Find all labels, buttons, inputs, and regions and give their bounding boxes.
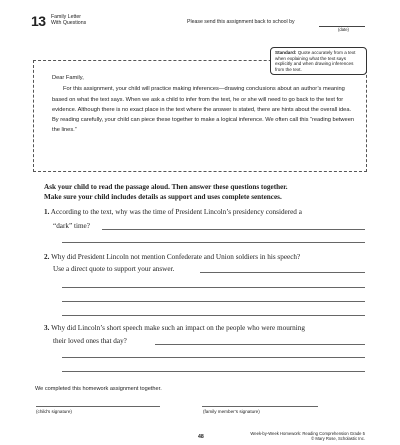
question-2 (44, 253, 300, 261)
letter-body: For this assignment, your child will practice making inferences—drawing conclusions about an author’s meaning based on what the text says. When we ask a child to infer from the text, he or she will need to go back to the text for evidence. Although there is no exact place in the text where the answer is stated, there are hints about the overall idea. By reading carefully, your child can piece these together to make a logical inference. We often call this “reading between the lines.” (52, 86, 355, 134)
credit-line2: © Mary Rose, Scholastic Inc. (311, 436, 365, 442)
answer-line[interactable] (62, 357, 365, 358)
answer-line[interactable] (62, 371, 365, 372)
standard-callout (270, 47, 367, 75)
answer-line[interactable] (102, 229, 365, 230)
instructions-line2: Make sure your child includes details as support and uses complete sentences. (44, 192, 282, 201)
credit-block (250, 431, 365, 441)
question-3 (44, 324, 305, 332)
question-3-continued: their loved ones that day? (53, 337, 127, 345)
question-number: 3. (44, 324, 50, 332)
answer-line[interactable] (62, 301, 365, 302)
question-1-continued: “dark” time? (53, 222, 90, 230)
standard-text: Quote accurately from a text when explaining what the text says explicitly and when drawing inferences from the text. (275, 50, 356, 72)
letter-greeting: Dear Family, (52, 75, 84, 81)
lesson-title-line1: Family Letter (51, 14, 81, 20)
child-signature-line[interactable] (36, 406, 160, 407)
send-back-text: Please send this assignment back to school by (187, 19, 295, 25)
family-letter-box (33, 60, 367, 172)
lesson-title (51, 14, 111, 26)
lesson-number: 13 (31, 13, 46, 29)
completion-statement: We completed this homework assignment together. (35, 386, 162, 392)
answer-line[interactable] (62, 242, 365, 243)
standard-label: Standard: (275, 50, 297, 55)
question-number: 2. (44, 253, 50, 261)
question-2-continued: Use a direct quote to support your answer. (53, 265, 175, 273)
question-1 (44, 208, 302, 216)
family-signature-line[interactable] (202, 406, 318, 407)
credit-line1: Week-by-Week Homework: Reading Comprehension Grade 5 (250, 431, 365, 436)
date-label: (date) (338, 27, 349, 32)
question-text: According to the text, why was the time of President Lincoln’s presidency considered a (50, 208, 302, 216)
instructions (44, 183, 364, 202)
child-signature-label: (child’s signature) (36, 409, 72, 414)
answer-line[interactable] (62, 287, 365, 288)
instructions-line1: Ask your child to read the passage aloud. Then answer these questions together. (44, 183, 288, 191)
answer-line[interactable] (155, 344, 365, 345)
answer-line[interactable] (62, 315, 365, 316)
page-number: 48 (198, 434, 204, 440)
question-number: 1. (44, 208, 50, 216)
question-text: Why did Lincoln’s short speech make such an impact on the people who were mourning (51, 324, 305, 332)
answer-line[interactable] (200, 272, 365, 273)
family-signature-label: (family member’s signature) (203, 409, 260, 414)
lesson-title-line2: With Questions (51, 20, 87, 26)
question-text: Why did President Lincoln not mention Confederate and Union soldiers in his speech? (51, 253, 301, 261)
